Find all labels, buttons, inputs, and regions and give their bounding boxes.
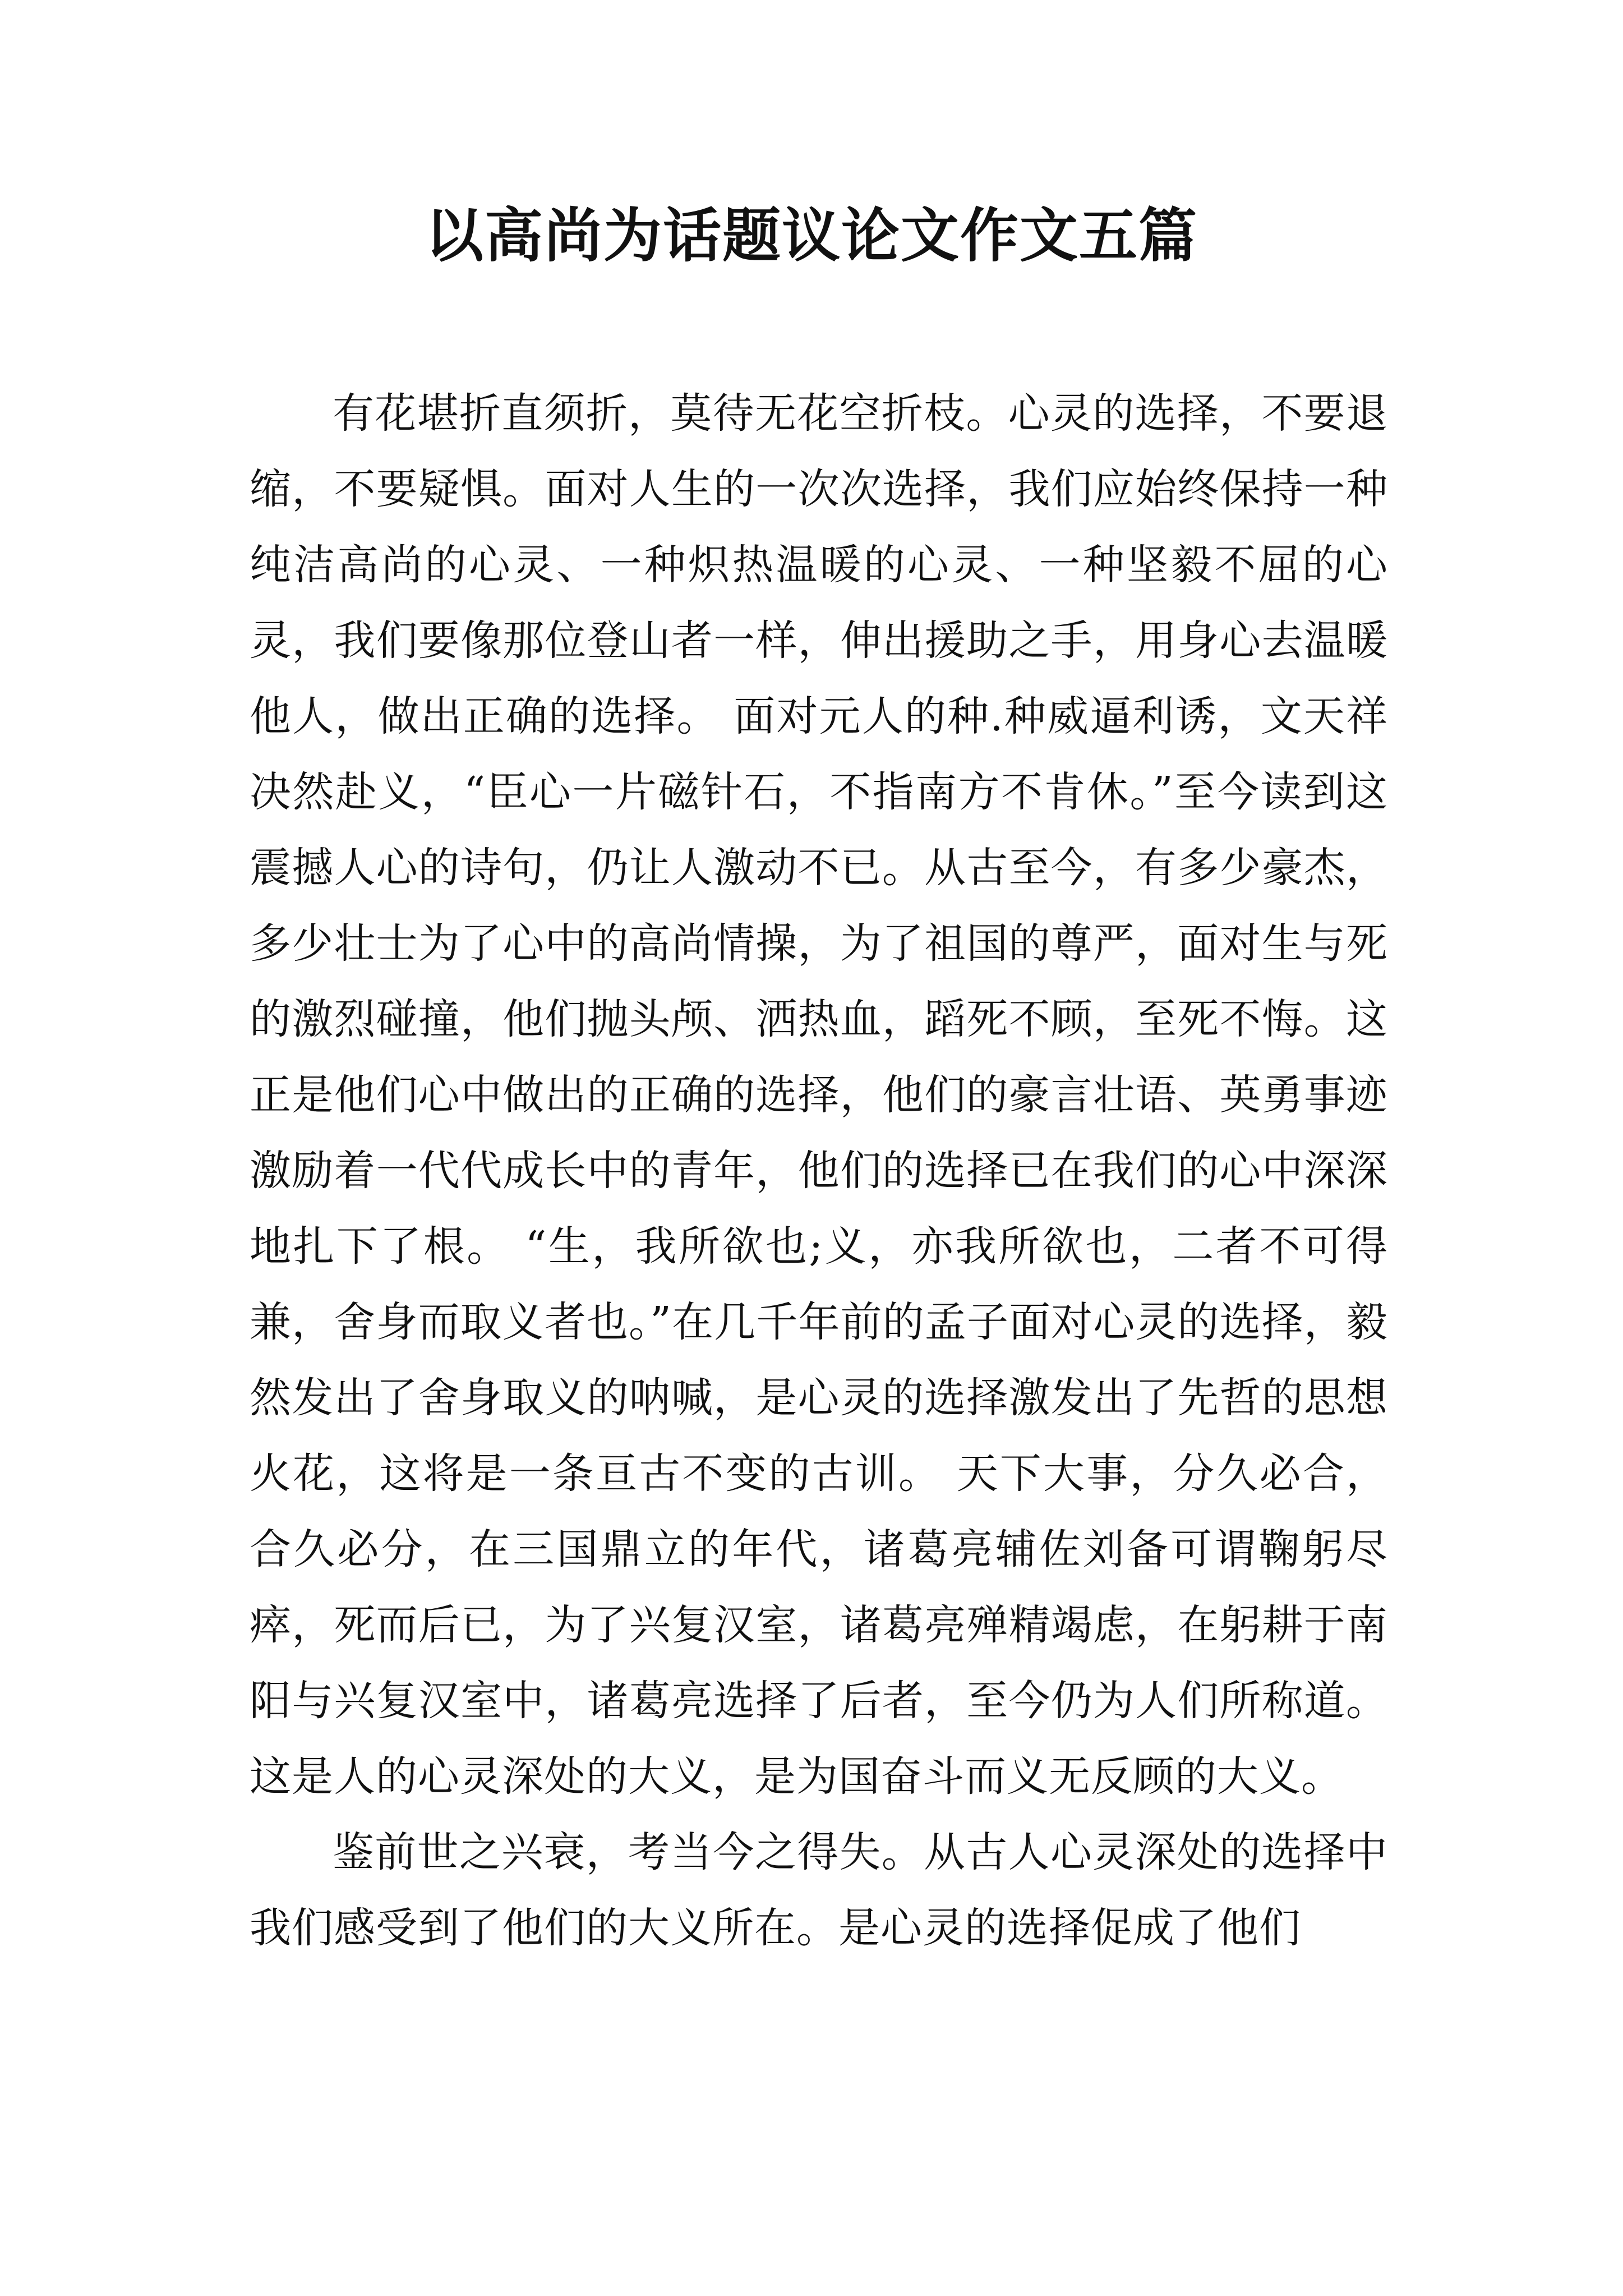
paragraph-1: 有花堪折直须折，莫待无花空折枝。心灵的选择，不要退缩，不要疑惧。面对人生的一次次选择，我们应始终保持一种纯洁高尚的心灵、一种炽热温暖的心灵、一种坚毅不屈的心灵，我们要像那位登山者一样，伸出援助之手，用身心去温暖他人，做出正确的选择。 面对元人的种.种威逼利诱，文天祥决然赴义，“臣心一片磁针石，不指南方不肯休。”至今读到这震撼人心的诗句，仍让人激动不已。从古至今，有多少豪杰，多少壮士为了心中的高尚情操，为了祖国的尊严，面对生与死的激烈碰撞，他们抛头颅、洒热血，蹈死不顾，至死不悔。这正是他们心中做出的正确的选择，他们的豪言壮语、英勇事迹激励着一代代成长中的青年，他们的选择已在我们的心中深深地扎下了根。 “生，我所欲也;义，亦我所欲也，二者不可得兼，舍身而取义者也。”在几千年前的孟子面对心灵的选择，毅然发出了舍身取义的呐喊，是心灵的选择激发出了先哲的思想火花，这将是一条亘古不变的古训。 天下大事，分久必合，合久必分，在三国鼎立的年代，诸葛亮辅佐刘备可谓鞠躬尽瘁，死而后已，为了兴复汉室，诸葛亮殚精竭虑，在躬耕于南阳与兴复汉室中，诸葛亮选择了后者，至今仍为人们所称道。这是人的心灵深处的大义，是为国奋斗而义无反顾的大义。 bbox=[250, 389, 1388, 1801]
document-body bbox=[250, 376, 1388, 1966]
document-title: 以高尚为话题议论文作文五篇 bbox=[425, 201, 1198, 270]
paragraph-2: 鉴前世之兴衰，考当今之得失。从古人心灵深处的选择中我们感受到了他们的大义所在。是心灵的选择促成了他们 bbox=[250, 1828, 1388, 1952]
